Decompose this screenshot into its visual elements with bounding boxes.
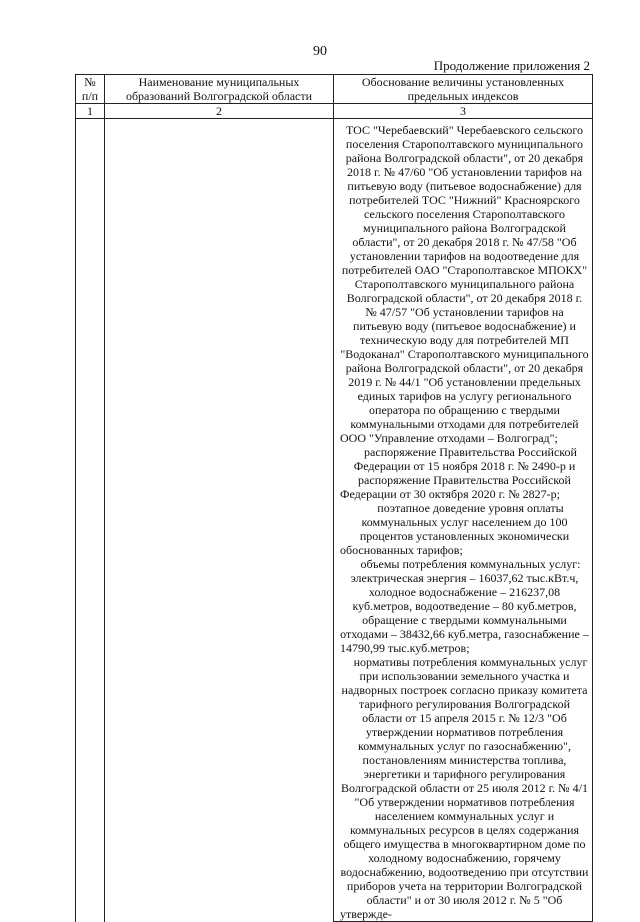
appendix-table (75, 74, 593, 922)
header-justification: Обоснование величины установленных предельных индексов (334, 75, 593, 104)
table-header-row (76, 75, 593, 104)
column-number-2: 2 (105, 104, 334, 119)
paragraph: объемы потребления коммунальных услуг: электрическая энергия – 16037,62 тыс.кВт.ч, холодное водоснабжение – 216237,08 куб.метров, водоотведение – 80 куб.метров, обращение с твердыми коммунальными отходами – 38432,66 куб.метра, газоснабжение – 14790,99 тыс.куб.метров; (340, 557, 589, 655)
cell-number-empty (76, 119, 105, 922)
header-number: № п/п (76, 75, 105, 104)
column-number-row (76, 104, 593, 119)
paragraph: поэтапное доведение уровня оплаты коммунальных услуг населением до 100 процентов установленных экономически обоснованных тарифов; (340, 501, 570, 557)
paragraph: нормативы потребления коммунальных услуг при использовании земельного участка и надворных построек согласно приказу комитета тарифного регулирования Волгоградской области от 15 апреля 2015 г. № 12/3 "Об утверждении нормативов потребления коммунальных услуг по газоснабжению", постановлениям министерства топлива, энергетики и тарифного регулирования Волгоградской области от 25 июля 2012 г. № 4/1 "Об утверждении нормативов потребления населением коммунальных услуг и коммунальных ресурсов в целях содержания общего имущества в многоквартирном доме по холодному водоснабжению, горячему водоснабжению, водоотведению при отсутствии приборов учета на территории Волгоградской области" и от 30 июля 2012 г. № 5 "Об утвержде- (340, 655, 589, 921)
column-number-1: 1 (76, 104, 105, 119)
continuation-label: Продолжение приложения 2 (433, 58, 590, 73)
cell-justification (334, 119, 593, 922)
paragraph: ТОС "Черебаевский" Черебаевского сельского поселения Старополтавского муниципального района Волгоградской области", от 20 декабря 2018 г. № 47/60 "Об установлении тарифов на питьевую воду (питьевое водоснабжение) для потребителей ТОС "Нижний" Красноярского сельского поселения Старополтавского муниципального района Волгоградской области", от 20 декабря 2018 г. № 47/58 "Об установлении тарифов на водоотведение для потребителей ОАО "Старополтавское МПОКХ" Старополтавского муниципального района Волгоградской области", от 20 декабря 2018 г. № 47/57 "Об установлении тарифов на питьевую воду (питьевое водоснабжение) и техническую воду для потребителей МП "Водоканал" Старополтавского муниципального района Волгоградской области", от 20 декабря 2019 г. № 44/1 "Об установлении предельных единых тарифов на услугу регионального оператора по обращению с твердыми коммунальными отходами для потребителей ООО "Управление отходами – Волгоград"; (340, 123, 589, 445)
column-number-3: 3 (334, 104, 593, 119)
table-row (76, 119, 593, 922)
cell-municipality-empty (105, 119, 334, 922)
paragraph: распоряжение Правительства Российской Федерации от 15 ноября 2018 г. № 2490-р и распоряжение Правительства Российской Федерации от 30 октября 2020 г. № 2827-р; (340, 445, 577, 501)
page-number: 90 (313, 44, 327, 59)
header-municipality: Наименование муниципальных образований Волгоградской области (105, 75, 334, 104)
